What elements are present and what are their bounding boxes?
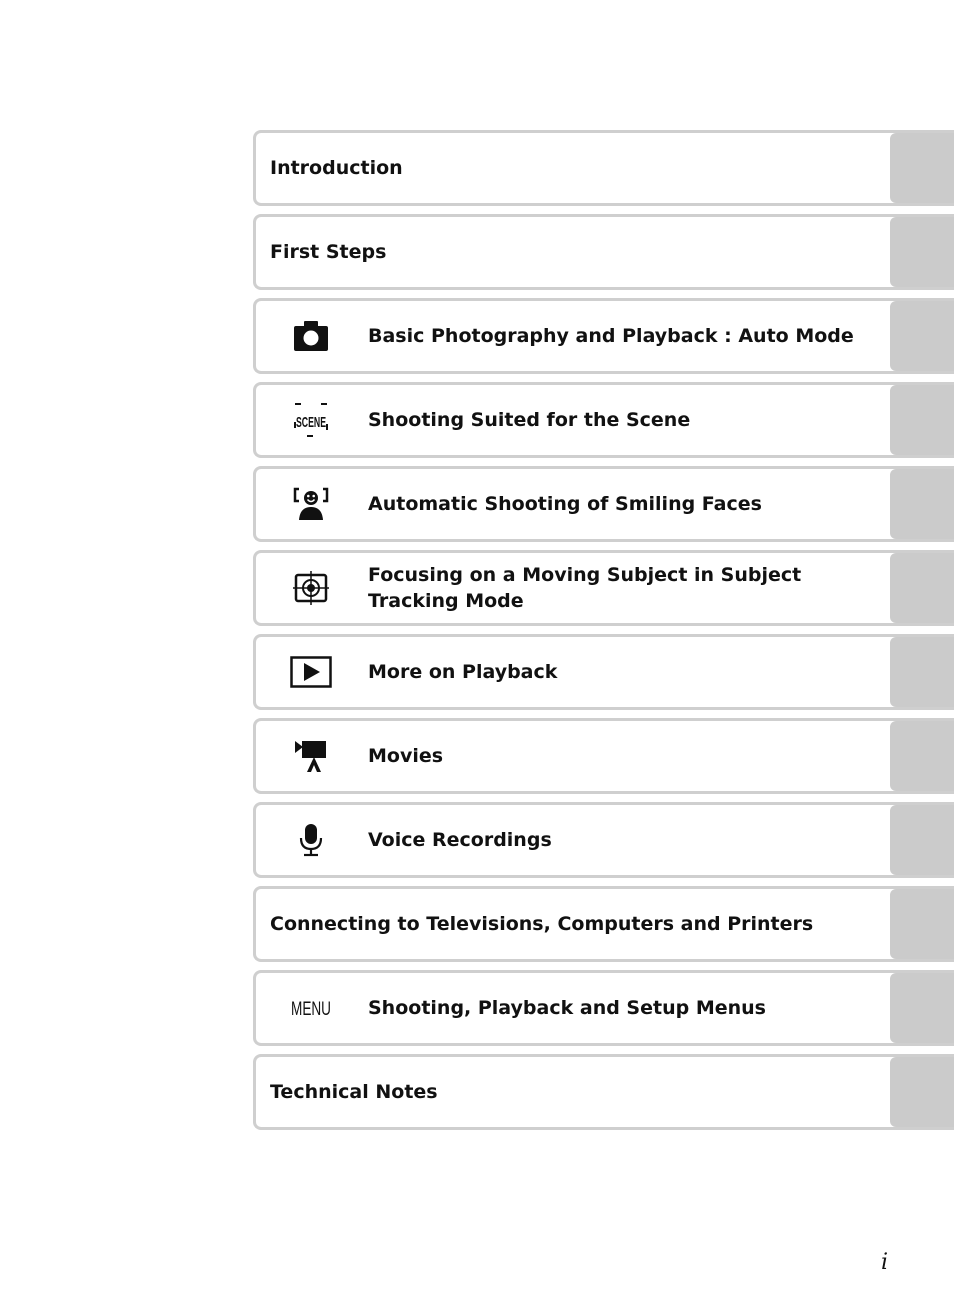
toc-item-label: First Steps — [270, 241, 387, 263]
toc-row-playback[interactable] — [253, 634, 954, 710]
svg-text:MENU: MENU — [291, 999, 331, 1020]
toc-item-label: Movies — [368, 745, 444, 767]
smile-icon — [281, 466, 341, 542]
toc-item-label: Shooting Suited for the Scene — [368, 409, 691, 431]
page-number: i — [881, 1250, 889, 1275]
toc-row-menus[interactable] — [253, 970, 954, 1046]
section-tab — [890, 637, 954, 707]
toc-item-label: More on Playback — [368, 661, 558, 683]
toc-row-connecting[interactable] — [253, 886, 954, 962]
toc-row-subject-tracking[interactable] — [253, 550, 954, 626]
table-of-contents — [253, 130, 954, 1138]
toc-item-label: Automatic Shooting of Smiling Faces — [368, 493, 762, 515]
toc-item-label: Focusing on a Moving Subject in Subject Tracking Mode — [368, 564, 802, 612]
toc-row-introduction[interactable] — [253, 130, 954, 206]
section-tab — [890, 217, 954, 287]
svg-text:SCENE: SCENE — [296, 414, 326, 431]
section-tab — [890, 973, 954, 1043]
toc-row-technical-notes[interactable] — [253, 1054, 954, 1130]
subject-tracking-icon — [281, 550, 341, 626]
toc-item-label: Shooting, Playback and Setup Menus — [368, 997, 766, 1019]
toc-row-smiling-faces[interactable] — [253, 466, 954, 542]
section-tab — [890, 133, 954, 203]
toc-item-label: Technical Notes — [270, 1081, 438, 1103]
toc-item-label: Introduction — [270, 157, 403, 179]
section-tab — [890, 301, 954, 371]
section-tab — [890, 469, 954, 539]
section-tab — [890, 1057, 954, 1127]
section-tab — [890, 889, 954, 959]
playback-icon — [281, 634, 341, 710]
toc-row-scene[interactable] — [253, 382, 954, 458]
section-tab — [890, 805, 954, 875]
toc-item-label: Basic Photography and Playback : Auto Mode — [368, 325, 854, 347]
toc-row-voice-recordings[interactable] — [253, 802, 954, 878]
microphone-icon — [281, 802, 341, 878]
menu-icon — [281, 970, 341, 1046]
toc-row-first-steps[interactable] — [253, 214, 954, 290]
toc-row-movies[interactable] — [253, 718, 954, 794]
section-tab — [890, 721, 954, 791]
toc-row-basic-photography[interactable] — [253, 298, 954, 374]
toc-item-label: Connecting to Televisions, Computers and Printers — [270, 913, 814, 935]
section-tab — [890, 553, 954, 623]
scene-icon — [281, 382, 341, 458]
toc-item-label: Voice Recordings — [368, 829, 552, 851]
movie-camera-icon — [281, 718, 341, 794]
camera-icon — [281, 298, 341, 374]
section-tab — [890, 385, 954, 455]
